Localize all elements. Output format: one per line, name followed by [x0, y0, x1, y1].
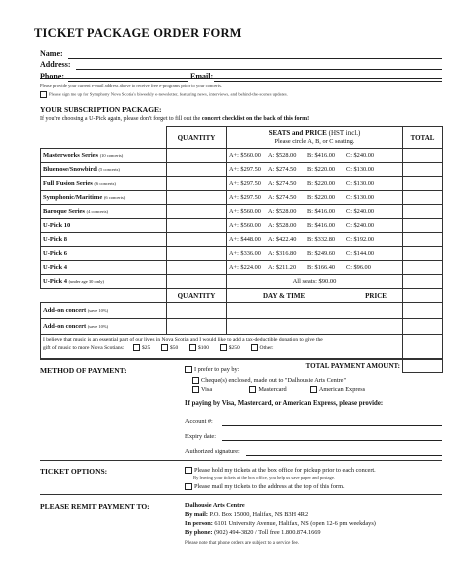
- mail-tickets-option[interactable]: [185, 483, 345, 490]
- price-a[interactable]: A: $528.00: [268, 152, 297, 159]
- upick-note: [40, 116, 309, 122]
- donation-other[interactable]: Other:: [251, 345, 274, 351]
- remit-mail-address: P.O. Box 15000, Halifax, NS B3H 4R2: [209, 511, 309, 518]
- total-cell[interactable]: [403, 319, 443, 335]
- price-a[interactable]: A: $422.40: [268, 236, 297, 243]
- package-name: U-Pick 6: [43, 250, 68, 257]
- addon-col-quantity: QUANTITY: [167, 289, 227, 303]
- prefer-checkbox[interactable]: [185, 366, 192, 373]
- price-b[interactable]: B: $416.00: [307, 208, 335, 215]
- quantity-cell[interactable]: [167, 191, 227, 205]
- price-b[interactable]: B: $332.80: [307, 236, 335, 243]
- price-a-plus[interactable]: A+: $224.00: [229, 264, 261, 271]
- price-c[interactable]: C: $130.00: [346, 166, 374, 173]
- total-cell[interactable]: [403, 219, 443, 233]
- table-row: [41, 247, 443, 261]
- address-field[interactable]: [76, 69, 442, 70]
- remit-person-address: 6101 University Avenue, Halifax, NS (open 12-6 pm weekdays): [214, 520, 376, 527]
- price-a[interactable]: A: $316.80: [268, 250, 297, 257]
- package-note: (6 concerts): [94, 181, 116, 186]
- price-c[interactable]: C: $240.00: [346, 222, 374, 229]
- price-b[interactable]: B: $416.00: [307, 152, 335, 159]
- price-cell: [227, 233, 403, 247]
- total-cell[interactable]: [403, 303, 443, 319]
- divider: [40, 359, 442, 360]
- divider: [40, 494, 442, 495]
- price-b[interactable]: B: $166.40: [307, 264, 335, 271]
- price-a[interactable]: A: $528.00: [268, 222, 297, 229]
- mastercard-option[interactable]: Mastercard: [249, 386, 286, 393]
- package-name: Masterworks Series: [43, 152, 99, 159]
- addon-name: Add-on concert: [43, 323, 87, 330]
- price-a-plus[interactable]: A+: $560.00: [229, 152, 261, 159]
- donation-100[interactable]: $100: [189, 345, 209, 351]
- remit-heading: PLEASE REMIT PAYMENT TO:: [40, 502, 150, 511]
- hold-tickets-note: By leaving your tickets at the box office, you help us save paper and postage.: [193, 475, 336, 480]
- email-label: Email:: [190, 72, 214, 81]
- total-cell[interactable]: [403, 261, 443, 275]
- table-row: [41, 191, 443, 205]
- price-cell: [227, 261, 403, 275]
- phone-field[interactable]: [68, 81, 188, 82]
- package-name: U-Pick 4: [43, 264, 68, 271]
- package-note: (6 concerts): [103, 195, 126, 200]
- payment-prefer: [185, 366, 239, 373]
- quantity-cell[interactable]: [167, 149, 227, 163]
- header-blank: [41, 127, 167, 149]
- quantity-cell[interactable]: [167, 219, 227, 233]
- table-row: [41, 149, 443, 163]
- remit-phone-label: By phone:: [185, 529, 213, 536]
- package-name: Symphonic/Maritime: [43, 194, 103, 201]
- donation-text-2: gift of music to more Nova Scotians:: [43, 344, 125, 351]
- quantity-cell[interactable]: [167, 247, 227, 261]
- price-b[interactable]: B: $249.60: [307, 250, 335, 257]
- price-b[interactable]: B: $220.00: [307, 180, 335, 187]
- package-name: U-Pick 10: [43, 222, 71, 229]
- price-b[interactable]: B: $220.00: [307, 166, 335, 173]
- quantity-cell[interactable]: [167, 303, 227, 319]
- package-name: U-Pick 8: [43, 236, 68, 243]
- all-seats-price: All seats: $90.00: [227, 275, 403, 289]
- newsletter-checkbox[interactable]: [40, 91, 47, 98]
- table-row: [41, 205, 443, 219]
- price-a[interactable]: A: $211.20: [268, 264, 297, 271]
- email-field[interactable]: [214, 81, 442, 82]
- form-title: TICKET PACKAGE ORDER FORM: [34, 26, 242, 40]
- col-seats: [227, 127, 403, 149]
- col-quantity: QUANTITY: [167, 127, 227, 149]
- price-a[interactable]: A: $274.50: [268, 194, 297, 201]
- expiry-label: Expiry date:: [185, 433, 216, 440]
- addon-note: (save 10%): [87, 324, 109, 329]
- price-c[interactable]: C: $240.00: [346, 208, 374, 215]
- upick-note-bold: concert checklist on the back of this form!: [201, 116, 310, 122]
- quantity-cell[interactable]: [167, 233, 227, 247]
- table-row: [41, 163, 443, 177]
- quantity-cell[interactable]: [167, 275, 227, 289]
- table-row: [41, 177, 443, 191]
- remit-person-label: In person:: [185, 520, 213, 527]
- package-note: (under age 30 only): [68, 279, 105, 284]
- daytime-cell[interactable]: [227, 303, 403, 319]
- divider: [40, 460, 442, 461]
- col-total: TOTAL: [403, 127, 443, 149]
- package-name: Bluenose/Snowbird: [43, 166, 97, 173]
- donation-total[interactable]: [403, 335, 443, 359]
- cheque-label: Cheque(s) enclosed, made out to "Dalhousie Arts Centre": [201, 377, 347, 384]
- donation-25[interactable]: $25: [133, 345, 150, 351]
- table-row: [41, 219, 443, 233]
- total-cell[interactable]: [403, 275, 443, 289]
- name-field[interactable]: [68, 58, 442, 59]
- donation-250[interactable]: $250: [220, 345, 240, 351]
- price-b[interactable]: B: $220.00: [307, 194, 335, 201]
- table-row: [41, 261, 443, 275]
- price-a[interactable]: A: $274.50: [268, 166, 297, 173]
- price-a-plus[interactable]: A+: $297.50: [229, 194, 261, 201]
- remit-note: Please note that phone orders are subject to a service fee.: [185, 541, 299, 546]
- price-c[interactable]: C: $240.00: [346, 152, 374, 159]
- package-name: Baroque Series: [43, 208, 85, 215]
- package-name: U-Pick 4: [43, 278, 68, 285]
- payment-heading: METHOD OF PAYMENT:: [40, 366, 127, 375]
- package-table: [40, 126, 443, 373]
- table-row: [41, 233, 443, 247]
- quantity-cell[interactable]: [167, 163, 227, 177]
- amex-option[interactable]: American Express: [310, 386, 365, 393]
- col-circle: Please circle A, B, or C seating.: [274, 138, 355, 145]
- phone-label: Phone:: [40, 72, 64, 81]
- price-cell: [227, 219, 403, 233]
- quantity-cell[interactable]: [167, 205, 227, 219]
- total-cell[interactable]: [403, 191, 443, 205]
- newsletter-label: Please sign me up for Symphony Nova Scotia's biweekly e-newsletter, featuring news, interviews, and behind-the-scenes updates.: [49, 91, 288, 97]
- total-cell[interactable]: [403, 247, 443, 261]
- total-cell[interactable]: [403, 205, 443, 219]
- price-c[interactable]: C: $144.00: [346, 250, 374, 257]
- subscription-heading: YOUR SUBSCRIPTION PACKAGE:: [40, 105, 162, 114]
- price-cell: [227, 149, 403, 163]
- account-label: Account #:: [185, 418, 213, 425]
- quantity-cell[interactable]: [167, 177, 227, 191]
- addon-col-daytime: [227, 289, 403, 303]
- col-seats-sub: (HST incl.): [328, 129, 361, 137]
- visa-option[interactable]: Visa: [192, 386, 212, 393]
- table-row: [41, 303, 443, 319]
- addon-note: (save 10%): [87, 308, 109, 313]
- price-c[interactable]: C: $130.00: [346, 180, 374, 187]
- newsletter-option[interactable]: [40, 91, 288, 98]
- donation-cell: [41, 335, 403, 359]
- addon-col-price: PRICE: [365, 291, 387, 300]
- price-b[interactable]: B: $416.00: [307, 222, 335, 229]
- price-a-plus[interactable]: A+: $297.50: [229, 166, 261, 173]
- table-row: [41, 319, 443, 335]
- ticket-options-heading: TICKET OPTIONS:: [40, 467, 108, 476]
- card-heading: If paying by Visa, Mastercard, or American Express, please provide:: [185, 400, 384, 407]
- card-options: [192, 386, 365, 393]
- donation-text: I believe that music is an essential part of our lives in Nova Scotia and I would like to add a tax-deductible donation to give the: [43, 337, 323, 343]
- total-cell[interactable]: [403, 163, 443, 177]
- address-field-2[interactable]: [40, 78, 442, 79]
- donation-row: [41, 335, 443, 359]
- total-cell[interactable]: [403, 149, 443, 163]
- price-a[interactable]: A: $274.50: [268, 180, 297, 187]
- price-a-plus[interactable]: A+: $560.00: [229, 222, 261, 229]
- price-a-plus[interactable]: A+: $448.00: [229, 236, 261, 243]
- table-row: [41, 275, 443, 289]
- price-a[interactable]: A: $528.00: [268, 208, 297, 215]
- total-payment-cell[interactable]: [403, 359, 443, 373]
- price-a-plus[interactable]: A+: $560.00: [229, 208, 261, 215]
- remit-person: [185, 520, 376, 527]
- upick-note-text: If you're choosing a U-Pick again, please don't forget to fill out the: [40, 116, 201, 122]
- package-name: Full Fusion Series: [43, 180, 93, 187]
- price-c[interactable]: C: $96.00: [346, 264, 371, 271]
- price-c[interactable]: C: $130.00: [346, 194, 374, 201]
- price-cell: [227, 163, 403, 177]
- price-cell: [227, 177, 403, 191]
- remit-phone: [185, 529, 321, 536]
- addon-col-daytime-label: DAY & TIME: [263, 291, 306, 300]
- signature-label: Authorized signature:: [185, 448, 240, 455]
- donation-50[interactable]: $50: [161, 345, 178, 351]
- package-note: (4 concerts): [86, 209, 108, 214]
- total-cell[interactable]: [403, 177, 443, 191]
- address-label: Address:: [40, 60, 71, 69]
- package-note: (10 concerts): [99, 153, 124, 158]
- addon-name: Add-on concert: [43, 307, 87, 314]
- total-cell[interactable]: [403, 233, 443, 247]
- addon-header-blank: [41, 289, 167, 303]
- remit-org: Dalhousie Arts Centre: [185, 502, 245, 509]
- expiry-field[interactable]: [222, 440, 442, 441]
- price-a-plus[interactable]: A+: $297.50: [229, 180, 261, 187]
- quantity-cell[interactable]: [167, 261, 227, 275]
- addon-header-total: [403, 289, 443, 303]
- daytime-cell[interactable]: [227, 319, 403, 335]
- price-cell: [227, 247, 403, 261]
- price-a-plus[interactable]: A+: $336.00: [229, 250, 261, 257]
- remit-mail: [185, 511, 308, 518]
- total-payment-label: TOTAL PAYMENT AMOUNT:: [41, 359, 403, 373]
- col-seats-label: SEATS and PRICE: [268, 129, 327, 137]
- package-note: (5 concerts): [98, 167, 120, 172]
- payment-prefer-label: I prefer to pay by:: [194, 366, 240, 373]
- price-cell: [227, 205, 403, 219]
- price-c[interactable]: C: $192.00: [346, 236, 374, 243]
- quantity-cell[interactable]: [167, 319, 227, 335]
- signature-field[interactable]: [246, 455, 442, 456]
- email-note: Please provide your current e-mail address above to receive free e-programs prior to your concerts.: [40, 83, 223, 88]
- hold-tickets-label: Please hold my tickets at the box office for pickup prior to each concert.: [194, 467, 376, 474]
- account-field[interactable]: [222, 425, 442, 426]
- remit-phone-number: (902) 494-3820 / Toll free 1.800.874.1669: [214, 529, 321, 536]
- name-label: Name:: [40, 49, 63, 58]
- cheque-option[interactable]: [192, 377, 346, 384]
- price-cell: [227, 191, 403, 205]
- mail-tickets-label: Please mail my tickets to the address at the top of this form.: [194, 483, 345, 490]
- remit-mail-label: By mail:: [185, 511, 208, 518]
- hold-tickets-option[interactable]: [185, 467, 376, 474]
